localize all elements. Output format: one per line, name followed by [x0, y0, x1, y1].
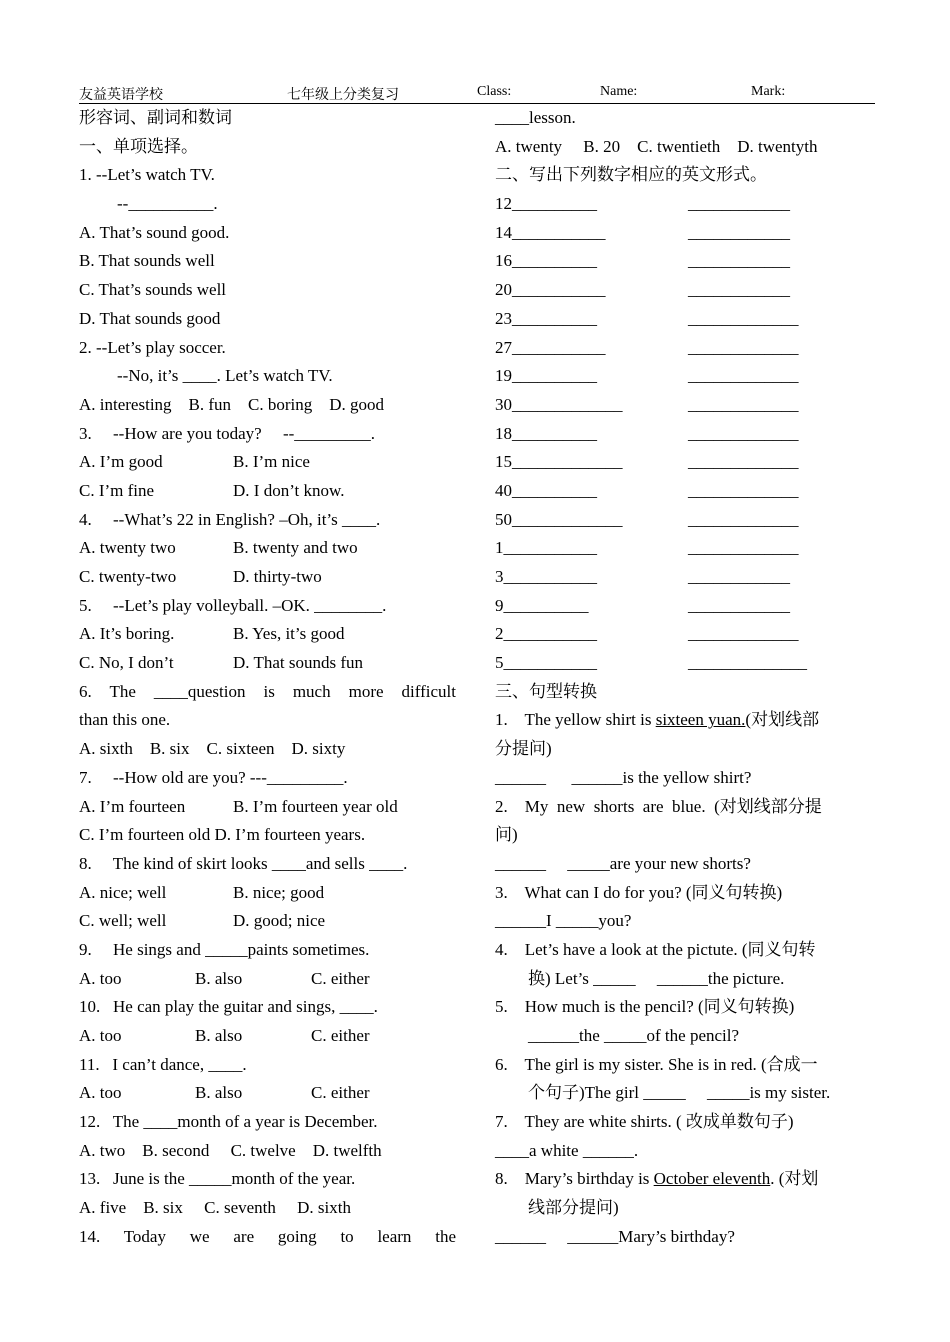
option: B. also [195, 1083, 243, 1103]
answer-blank: ____________ [688, 595, 790, 615]
number-row [495, 219, 873, 248]
options-row: A. twenty B. 20 C. twentieth D. twentyth [495, 136, 818, 156]
number-row [495, 276, 873, 305]
options-row [79, 1022, 456, 1051]
answer-blank: _____________ [688, 538, 799, 558]
question-14-line2: ____lesson. [495, 108, 576, 127]
option: B. I’m nice [233, 452, 310, 472]
number-row [495, 362, 873, 391]
name-label: Name: [600, 84, 638, 99]
number-item: 2___________ [495, 624, 597, 644]
answer-blank: _____________ [688, 308, 799, 328]
number-row [495, 247, 873, 276]
options-row: A. sixth B. six C. sixteen D. sixty [79, 739, 346, 759]
number-item: 20___________ [495, 280, 606, 300]
transform-2-line2: 问) [495, 825, 518, 845]
question-9: 9. He sings and _____paints sometimes. [79, 939, 370, 959]
option: A. That’s sound good. [79, 222, 230, 242]
answer-blank: _____________ [688, 337, 799, 357]
transform-3: 3. What can I do for you? (同义句转换) [495, 882, 783, 902]
transform-4-answer: 换) Let’s _____ ______the picture. [528, 968, 785, 988]
number-item: 30_____________ [495, 394, 623, 414]
course-title: 七年级上分类复习 [287, 88, 399, 103]
page-header [79, 83, 875, 104]
option: D. good; nice [233, 911, 326, 931]
number-row [495, 190, 873, 219]
number-item: 40__________ [495, 480, 597, 500]
worksheet-title: 形容词、副词和数词 [79, 108, 232, 127]
number-row [495, 620, 873, 649]
option: B. Yes, it’s good [233, 624, 345, 644]
number-item: 1___________ [495, 538, 597, 558]
answer-blank: ____________ [688, 567, 790, 586]
option: B. That sounds well [79, 251, 215, 271]
transform-6-answer: 个句子)The girl _____ _____is my sister. [528, 1083, 831, 1103]
option: A. too [79, 1083, 122, 1103]
transform-4: 4. Let’s have a look at the pictute. (同义句转 [495, 939, 816, 959]
transform-1 [495, 706, 873, 735]
number-item: 27___________ [495, 337, 606, 357]
option: B. I’m fourteen year old [233, 796, 398, 816]
number-item: 3___________ [495, 567, 597, 586]
question-11: 11. I can’t dance, ____. [79, 1054, 247, 1074]
answer-blank: _____________ [688, 394, 799, 414]
option: B. also [195, 968, 243, 988]
section-heading: 一、单项选择。 [79, 136, 198, 156]
options-row [79, 477, 456, 506]
options-row [79, 620, 456, 649]
question-14: 14. Today we are going to learn the [79, 1226, 456, 1246]
option: C. either [311, 1026, 370, 1045]
option: A. too [79, 968, 122, 988]
transform-8-text: 8. Mary’s birthday is [495, 1169, 654, 1189]
underlined-answer: October eleventh [653, 1169, 771, 1189]
option: D. I don’t know. [233, 480, 345, 500]
option: D. That sounds good [79, 308, 221, 328]
transform-8-answer: ______ ______Mary’s birthday? [495, 1226, 735, 1246]
option: A. I’m good [79, 452, 163, 472]
options-row: A. five B. six C. seventh D. sixth [79, 1198, 351, 1218]
transform-6: 6. The girl is my sister. She is in red. (合成一 [495, 1054, 818, 1074]
right-column [495, 104, 873, 1252]
transform-3-answer: ______I _____you? [495, 911, 632, 931]
class-label: Class: [477, 84, 512, 99]
transform-5: 5. How much is the pencil? (同义句转换) [495, 997, 795, 1017]
number-row [495, 448, 873, 477]
transform-2: 2. My new shorts are blue. (对划线部分提 [495, 796, 822, 816]
number-row [495, 305, 873, 334]
options-row [79, 563, 456, 592]
answer-blank: ____________ [688, 280, 790, 300]
underlined-answer: sixteen yuan. [655, 710, 746, 730]
option: D. That sounds fun [233, 653, 364, 673]
number-item: 23__________ [495, 308, 597, 328]
transform-2-answer: ______ _____are your new shorts? [495, 853, 751, 873]
options-row: A. interesting B. fun C. boring D. good [79, 394, 385, 414]
question-5: 5. --Let’s play volleyball. –OK. ________. [79, 595, 387, 615]
option: D. thirty-two [233, 567, 322, 586]
option: B. twenty and two [233, 538, 358, 558]
school-name: 友益英语学校 [79, 88, 163, 103]
number-item: 50_____________ [495, 509, 623, 529]
number-row [495, 391, 873, 420]
options-row [79, 1079, 456, 1108]
number-item: 9__________ [495, 595, 589, 615]
question-1: 1. --Let’s watch TV. [79, 165, 215, 185]
transform-1-text: 1. The yellow shirt is [495, 710, 656, 730]
answer-blank: _____________ [688, 452, 799, 472]
transform-8-note: . (对划 [770, 1169, 819, 1189]
number-row [495, 563, 873, 592]
answer-blank: _____________ [688, 509, 799, 529]
section-heading: 二、写出下列数字相应的英文形式。 [495, 165, 767, 185]
options-row [79, 965, 456, 994]
question-8: 8. The kind of skirt looks ____and sells ____. [79, 853, 408, 873]
number-row [495, 477, 873, 506]
question-4: 4. --What’s 22 in English? –Oh, it’s ____. [79, 509, 381, 529]
number-row [495, 420, 873, 449]
options-row [79, 448, 456, 477]
transform-1-answer: ______ ______is the yellow shirt? [495, 767, 752, 787]
options-row [79, 793, 456, 822]
transform-8-line2: 线部分提问) [528, 1198, 619, 1218]
answer-blank: _____________ [688, 423, 799, 443]
question-12: 12. The ____month of a year is December. [79, 1112, 378, 1132]
question-6-line2: than this one. [79, 710, 171, 730]
transform-7-answer: ____a white ______. [495, 1140, 639, 1160]
number-item: 16__________ [495, 251, 597, 271]
number-row [495, 334, 873, 363]
options-row [79, 879, 456, 908]
number-item: 18__________ [495, 423, 597, 443]
option: C. either [311, 1083, 370, 1103]
number-item: 14___________ [495, 222, 606, 242]
option: B. nice; good [233, 882, 325, 902]
option: C. No, I don’t [79, 653, 174, 673]
transform-5-answer: ______the _____of the pencil? [528, 1026, 740, 1045]
question-7: 7. --How old are you? ---_________. [79, 767, 348, 787]
option: C. I’m fine [79, 480, 155, 500]
option: C. well; well [79, 911, 167, 931]
options-row [79, 907, 456, 936]
options-row: C. I’m fourteen old D. I’m fourteen years. [79, 825, 366, 845]
number-row [495, 534, 873, 563]
option: A. It’s boring. [79, 624, 175, 644]
left-column [79, 104, 456, 1252]
number-item: 5___________ [495, 653, 597, 673]
question-10: 10. He can play the guitar and sings, ____. [79, 997, 378, 1017]
option: A. I’m fourteen [79, 796, 186, 816]
number-item: 19__________ [495, 366, 597, 386]
option: A. nice; well [79, 882, 167, 902]
option: C. That’s sounds well [79, 280, 227, 300]
transform-8 [495, 1165, 873, 1194]
answer-blank: ____________ [688, 251, 790, 271]
number-item: 15_____________ [495, 452, 623, 472]
answer-blank: _____________ [688, 366, 799, 386]
transform-1-line2: 分提问) [495, 739, 552, 759]
answer-blank: _____________ [688, 624, 799, 644]
section-heading: 三、句型转换 [495, 681, 597, 701]
number-row [495, 649, 873, 678]
option: A. twenty two [79, 538, 176, 558]
mark-label: Mark: [751, 84, 786, 99]
number-item: 12__________ [495, 194, 597, 214]
transform-1-note: (对划线部 [745, 710, 820, 730]
answer-blank: ____________ [688, 194, 790, 214]
question-6: 6. The ____question is much more difficult [79, 681, 456, 701]
options-row: A. two B. second C. twelve D. twelfth [79, 1140, 382, 1160]
number-row [495, 592, 873, 621]
question-2: 2. --Let’s play soccer. [79, 337, 226, 357]
option: C. either [311, 968, 370, 988]
option: B. also [195, 1026, 243, 1045]
question-1-line2: --__________. [117, 194, 218, 214]
answer-blank: _____________ [688, 480, 799, 500]
question-13: 13. June is the _____month of the year. [79, 1169, 356, 1189]
question-3: 3. --How are you today? --_________. [79, 423, 376, 443]
options-row [79, 649, 456, 678]
transform-7: 7. They are white shirts. ( 改成单数句子) [495, 1112, 794, 1132]
answer-blank: ____________ [688, 222, 790, 242]
option: C. twenty-two [79, 567, 177, 586]
question-2-line2: --No, it’s ____. Let’s watch TV. [117, 366, 333, 386]
number-row [495, 506, 873, 535]
options-row [79, 534, 456, 563]
answer-blank: ______________ [688, 653, 807, 673]
option: A. too [79, 1026, 122, 1045]
